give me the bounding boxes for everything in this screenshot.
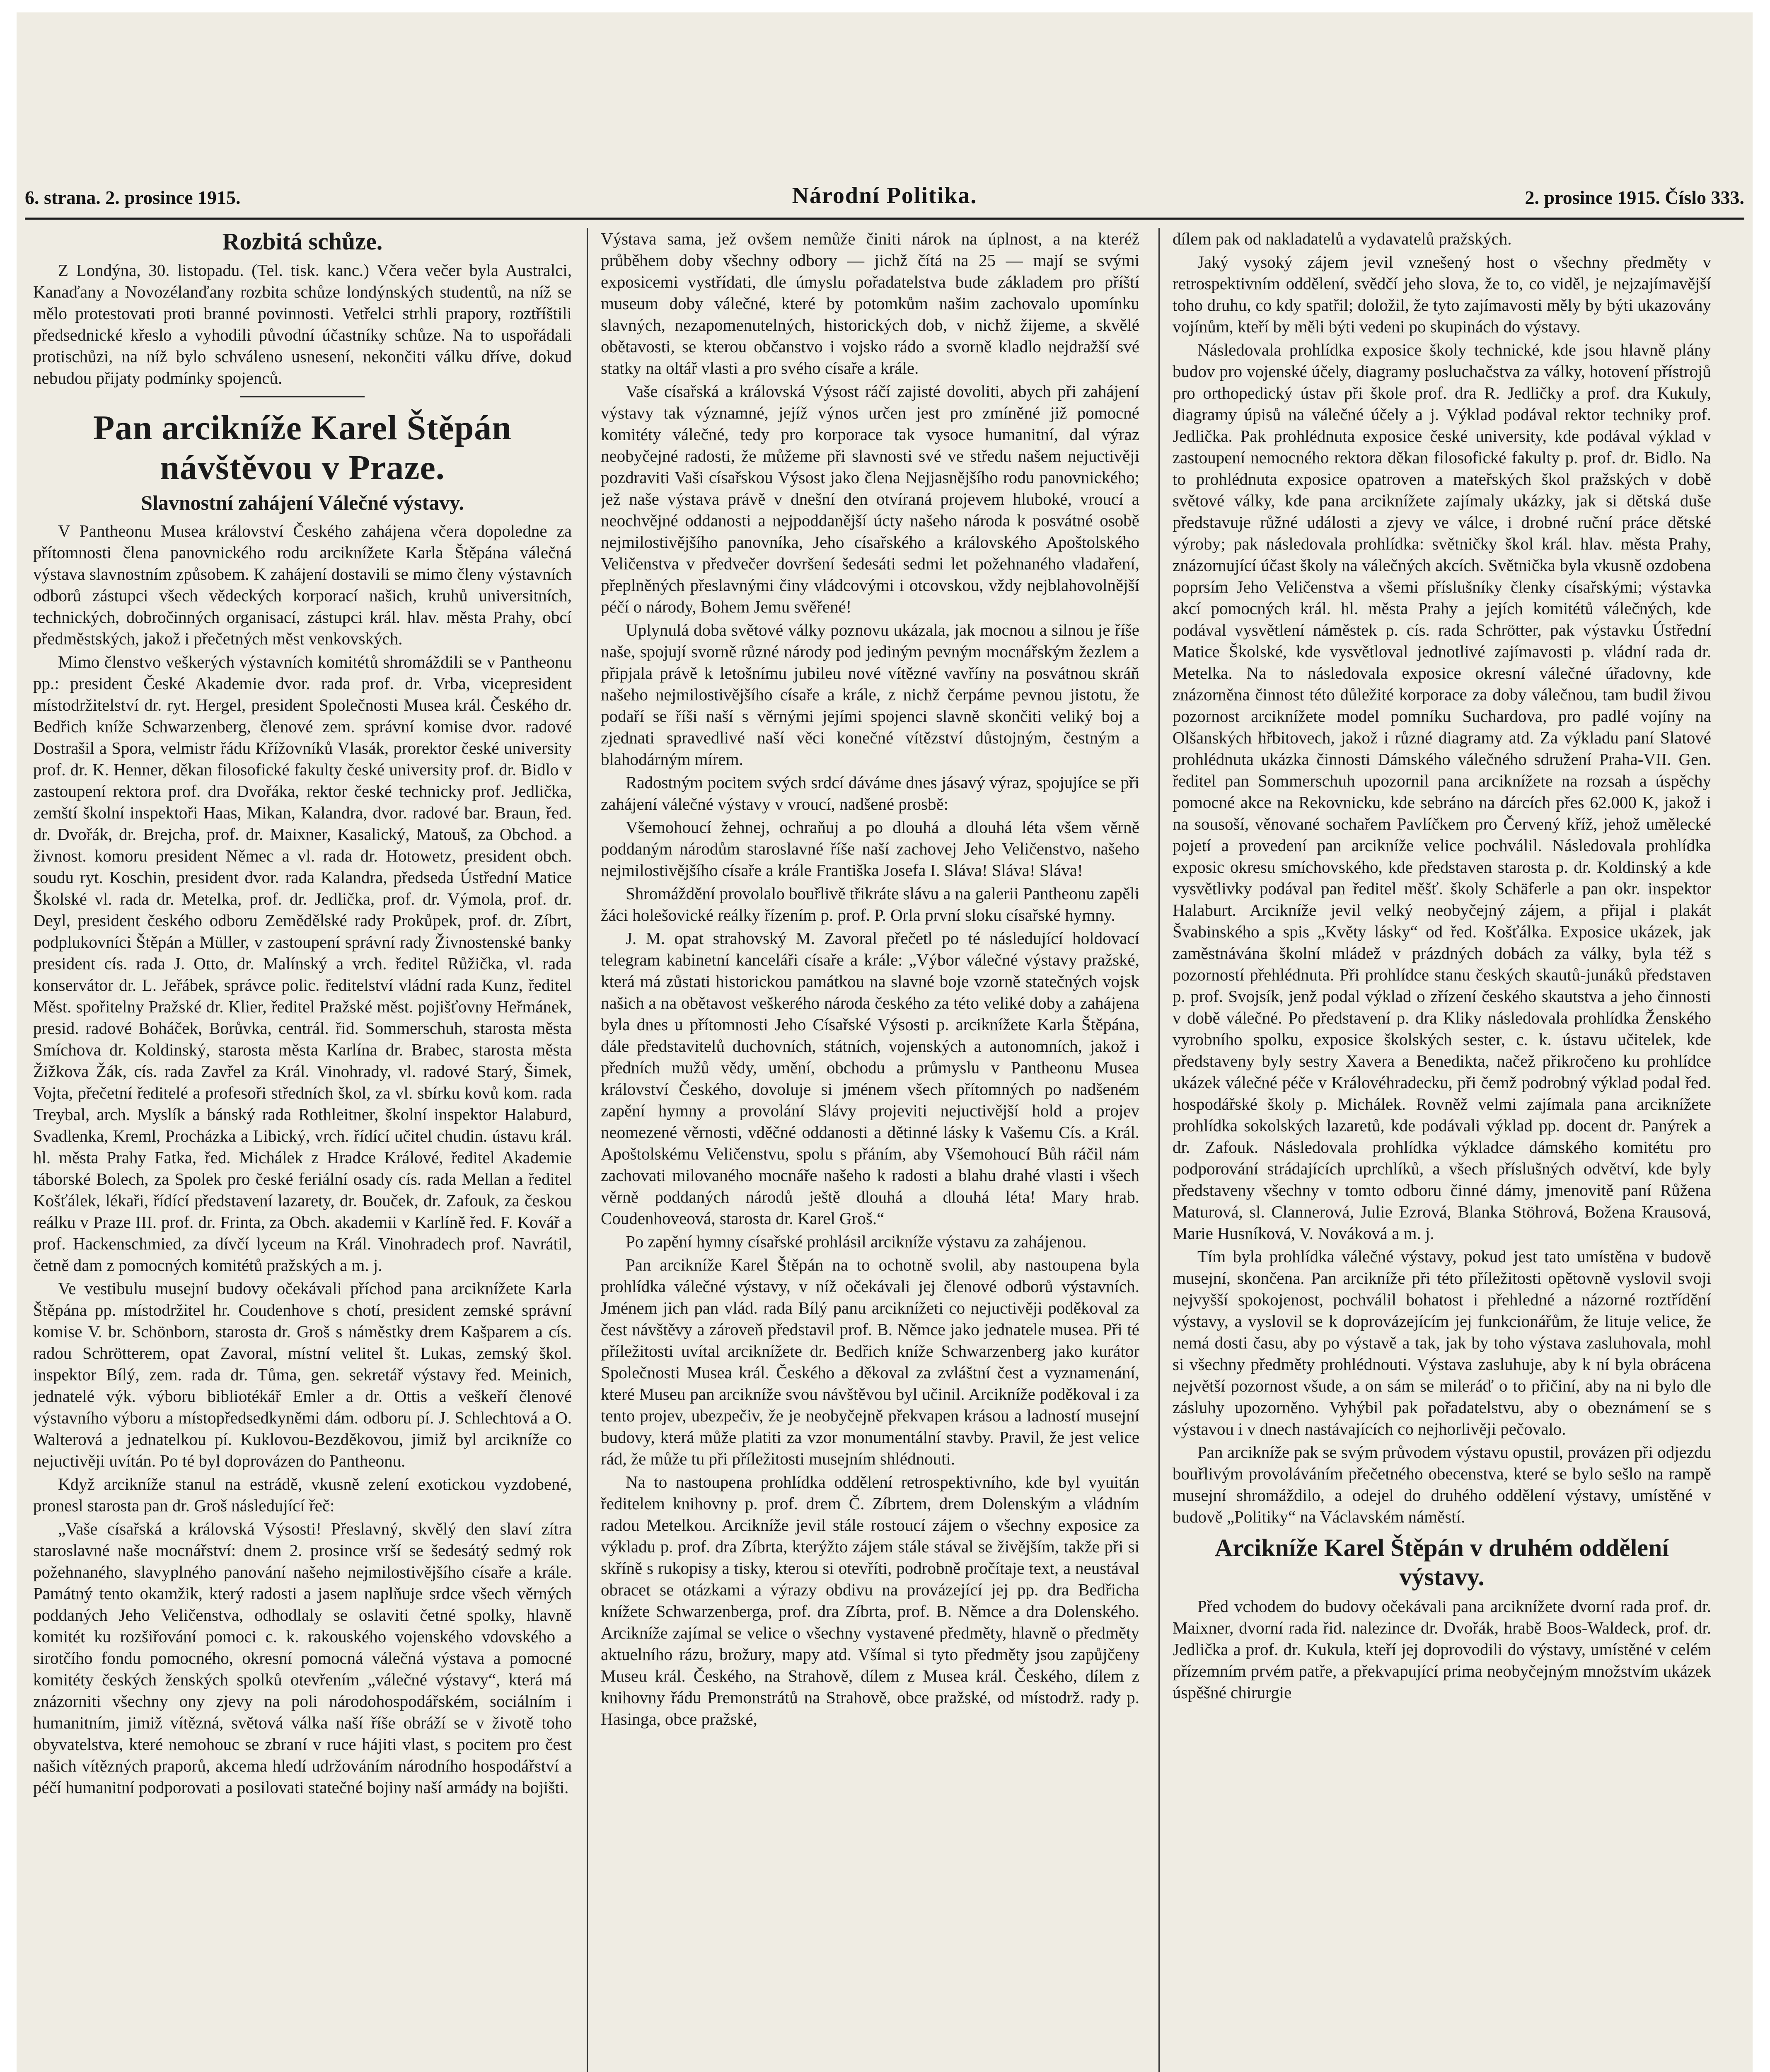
column-divider bbox=[1158, 228, 1160, 2072]
article-paragraph: Mimo členstvo veškerých výstavních komitétů shromáždili se v Pantheonu pp.: president České Akademie dvor. rada prof. dr. Vrba, vicepresident místodržitelství dr. ryt. Hergel, president Společnosti Musea král. Českého dr. Bedřich kníže Schwarzenberg, členové zem. správní komise dvor. radové Dostrašil a Spora, velmistr řádu Křížovníků Vlasák, prorektor české university prof. dr. K. Henner, děkan filosofické fakulty české university prof. dr. Bidlo v zastoupení rektora prof. dra Dvořáka, rektor české technicky prof. Jedlička, zemští školní inspektoři Haas, Mikan, Kalandra, dvor. radové bar. Braun, řed. dr. Dvořák, dr. Brejcha, prof. dr. Maixner, Kasalický, Matouš, za Obchod. a živnost. komoru president Němec a vl. rada dr. Hotowetz, president obch. soudu ryt. Koschin, president dvor. rada Kalandra, předseda Ústřední Matice Školské vl. rada dr. Metelka, prof. dr. Jedlička, prof. dr. Výmola, prof. dr. Deyl, president českého odboru Zemědělské rady Prokůpek, prof. dr. Zíbrt, podplukovníci Štěpán a Müller, v zastoupení správní rady Živnostenské banky president cís. rada J. Otto, dr. Malínský a vrch. ředitel Růžička, vl. rada konservátor dr. L. Jeřábek, správce polic. ředitelství vládní rada Kunz, ředitel Měst. spořitelny Pražské dr. Klier, ředitel Pražské měst. pojišťovny Heřmánek, presid. radové Boháček, Borůvka, centrál. řid. Sommerschuh, starosta města Smíchova dr. Koldinský, starosta města Karlína dr. Brabec, starosta města Žižkova Žák, cís. rada Zavřel za Král. Vinohrady, vl. radové Starý, Šimek, Vojta, přečetní ředitelé a profesoři středních škol, za vl. sbírku kovů kom. rada Treybal, arch. Myslík a bánský rada Rothleitner, školní inspektor Halaburd, Svadlenka, Kreml, Procházka a Libický, vrch. řídící učitel chudin. ústavu král. hl. města Prahy Fatka, řed. Michálek z Hradce Králové, ředitel Akademie táborské Bolech, za Spolek pro české feriální osady cís. rada Mellan a ředitel Košťálek, lékaři, řídící představení lazarety, dr. Bouček, dr. Zafouk, za českou reálku v Praze III. prof. dr. Frinta, za Obch. akademii v Karlíně řed. F. Kovář a prof. Hackenschmied, za dívčí lyceum na Král. Vinohradech prof. Navrátil, četně dam z pomocných komitétů pražských a m. j. bbox=[33, 652, 572, 1275]
article-paragraph: Z Londýna, 30. listopadu. (Tel. tisk. kanc.) Včera večer byla Australci, Kanaďany a Novozélanďany rozbita schůze londýnských studentů, na níž se mělo protestovati proti branné povinnosti. Vetřelci strhli prapory, roztříštili předsednické křeslo a vyhodili původní účastníky schůze. Na to uspořádali protischůzi, na níž bylo schváleno usnesení, nekončiti válku dříve, dokud nebudou přijaty podmínky spojenců. bbox=[33, 261, 572, 387]
headline-archduke-visit: Pan arcikníže Karel Štěpán návštěvou v Praze. bbox=[93, 409, 512, 487]
article-paragraph: Všemohoucí žehnej, ochraňuj a po dlouhá a dlouhá léta všem věrně poddaným národům staroslavné říše naší zachovej Jeho Veličenstvo, našeho nejmilostivějšího císaře a krále Františka Josefa I. Sláva! Sláva! Sláva! bbox=[601, 818, 1139, 880]
headline-second-section: Arcikníže Karel Štěpán v druhém oddělení výstavy. bbox=[1214, 1534, 1669, 1590]
article-paragraph: Uplynulá doba světové války poznovu ukázala, jak mocnou a silnou je říše naše, spojují svorně různé národy pod jediným pevným mocnářským žezlem a připjala právě k letošnímu jubileu nové vítězné vavříny na posvátnou skráň našeho nejmilostivějšího císaře a krále, z nichž čerpáme pevnou jistotu, že podaří se říši naší s věrnými jejími spojenci slavně skončiti veliký boj a zjednati spravedlivé naší věci konečné vítězství důstojným, čestným a blahodárným mírem. bbox=[601, 620, 1139, 769]
column-2 bbox=[601, 228, 1139, 2072]
page-date-left: 6. strana. 2. prosince 1915. bbox=[25, 187, 241, 208]
article-paragraph: Když arcikníže stanul na estrádě, vkusně zelení exotickou vyzdobené, pronesl starosta pan dr. Groš následující řeč: bbox=[33, 1474, 572, 1515]
column-divider bbox=[587, 228, 588, 2072]
article-paragraph: dílem pak od nakladatelů a vydavatelů pražských. bbox=[1173, 229, 1512, 248]
article-paragraph: Pan arcikníže pak se svým průvodem výstavu opustil, provázen při odjezdu bouřlivým provoláváním přečetného obecenstva, které se bylo sešlo na rampě musejní shromáždilo, a odejel do druhého oddělení výstavy, umístěné v budově „Politiky“ na Václavském náměstí. bbox=[1173, 1443, 1711, 1526]
article-paragraph: Shromáždění provolalo bouřlivě třikráte slávu a na galerii Pantheonu zapěli žáci holešovické reálky řízením p. prof. P. Orla první sloku císařské hymny. bbox=[601, 884, 1139, 925]
article-paragraph: Vaše císařská a královská Výsost ráčí zajisté dovoliti, abych při zahájení výstavy tak významné, jejíž výnos určen jest pro zmíněné již pomocné komitéty válečné, tedy pro korporace tak vysoce humanitní, dal výraz neobyčejné radosti, že můžeme při slavnosti své ve středu našem nejuctivěji pozdraviti Vaši císařskou Výsost jako člena Nejjasnějšího rodu panovnického; jež naše výstava právě v dnešní den otvíraná projevem hluboké, vroucí a neochvějné oddanosti a nejpoddanější úcty našeho národa k posvátné osobě nejmilostivějšího panovníka, Jeho císařského a královského Apoštolského Veličenstva v předvečer dovršení šedesáti sedmi let požehnaného vladaření, přeplněných přeslavnými činy vládcovými i otcovskou, vždy nejblahovolnější péčí o národy, Bohem Jemu svěřené! bbox=[601, 382, 1139, 616]
article-paragraph: J. M. opat strahovský M. Zavoral přečetl po té následující holdovací telegram kabinetní kanceláři císaře a krále: „Výbor válečné výstavy pražské, která má zůstati historickou památkou na slavné boje vzorně statečných vojsk našich a na obětavost veškerého národa českého za této veliké doby a zahájena byla dnes u přítomnosti Jeho Císařské Výsosti p. arciknížete Karla Štěpána, dále představitelů duchovních, státních, vojenských a autonomních, jakož i předních mužů vědy, umění, obchodu a průmyslu v Pantheonu Musea království Českého, dovoluje si jménem všech přítomných po nadšeném zapění hymny a provolání Slávy projeviti nejuctivější hold a projev neomezené věrnosti, vděčné oddanosti a dětinné lásky k Vašemu Cís. a Král. Apoštolskému Veličenstvu, spolu s přáním, aby Všemohoucí Bůh ráčil nám zachovati milovaného mocnáře našeho k radosti a blahu drahé vlasti i všech věrně poddaných národů ještě dlouhá a dlouhá léta! Mary hrab. Coudenhoveová, starosta dr. Karel Groš.“ bbox=[601, 929, 1139, 1228]
article-paragraph: Následovala prohlídka exposice školy technické, kde jsou hlavně plány budov pro vojenské účely, diagramy posluchačstva za války, hotovení přístrojů pro orthopedický ústav při škole prof. dra R. Jedličky a prof. dra Kukuly, diagramy úpisů na válečné účely a j. Výklad podával rektor techniky prof. Jedlička. Pak prohlédnuta exposice české university, kde podával výklad v zastoupení nemocného rektora děkan filosofické fakulty p. prof. dr. Bidlo. Na to prohlédnuta exposice opatroven a mateřských škol pražských v době světové války, kde pana arciknížete zajímaly ukázky, jak si dětská duše představuje růžné události a zjevy ve válce, i drobné ruční práce dětské výroby; pak následovala prohlídka: světničky škol král. hlav. města Prahy, znázornující účast školy na válečných akcích. Světnička byla vkusně ozdobena poprsím Jeho Veličenstva a všemi příslušníky členky císařskými; výstavka akcí pomocných král. hl. města Prahy a jejích komitétů válečných, kde podával vysvětlení náměstek p. cís. rada Schrötter, pak výstavku Ústřední Matice Školské, kde vysvětloval jednotlivé zajímavosti p. vládní rada dr. Metelka. Na to následovala exposice okresní válečné úřadovny, kde znázorněna činnost této důležité korporace za doby válečnou, tam budil živou pozornost arciknížete model pomníku Suchardova, pro padlé vojíny na Olšanských hřbitovech, jakož i různé diagramy atd. Za výkladu paní Slatové prohlédnuta ukázka činnosti Dámského válečného sdružení Praha-VII. Gen. ředitel pan Sommerschuh upozornil pana arciknížete na rozsah a úspěchy pomocné akce na Rekovnicku, kde sebráno na dárcích přes 62.000 K, jakož i na sousoší, věnované sochařem Pavlíčkem pro Červený kříž, jehož umělecké pojetí a provedení pan arcikníže velice pochválil. Následovala prohlídka exposic okresu smíchovského, kde představen starosta p. dr. Koldinský a kde vysvětlivky podával pan ředitel měšť. školy Schäferle a pan okr. inspektor Halaburt. Arcikníže jevil velký neobyčejný zájem, a přijal i plakát Švabinského a spis „Květy lásky“ od řed. Košťálka. Exposice ukázek, jak zaměstnávána školní mládež v prázdných dobách za války, byla též s pozorností přehlédnuta. Při prohlídce stanu českých skautů-junáků představen p. prof. Svojsík, jenž podal výklad o zřízení českého skautstva a jeho činnosti v době válečné. Po představení p. dra Kliky následovala prohlídka Ženského vyrobního spolku, exposice školských sester, c. k. ústavu učitelek, kde představeny byly sestry Xavera a Benedikta, načež přikročeno ku prohlídce ukázek válečné péče v Královéhradecku, při čemž podrobný výklad podal řed. hospodářské školy p. Michálek. Rovněž velmi zajímala pana arciknížete prohlídka sokolských lazaretů, kde podávali výklad pp. docent dr. Panýrek a dr. Zafouk. Následovala prohlídka výkladce dámského komitétu pro podporování strádajících uprchlíků, a všech příslušných odvětví, kde byly představeny všechny v tomto odboru činné dámy, jmenovitě paní Růžena Maturová, sl. Clannerová, Julie Ezrová, Blanka Stöhrová, Božena Krausová, Marie Husníková, V. Nováková a m. j. bbox=[1173, 340, 1711, 1243]
masthead bbox=[25, 182, 1744, 215]
article-paragraph: V Pantheonu Musea království Českého zahájena včera dopoledne za přítomnosti člena panovnického rodu arciknížete Karla Štěpána válečná výstava slavnostním způsobem. K zahájení dostavili se mimo členy výstavních odborů zástupci všech vědeckých korporací našich, kruhů universitních, technických, dobročinných organisací, zástupci král. hlav. města Prahy, obcí předměstských, jakož i přečetných měst venkovských. bbox=[33, 521, 572, 648]
column-1 bbox=[33, 228, 572, 2072]
newspaper-page bbox=[17, 12, 1753, 2072]
article-paragraph: Na to nastoupena prohlídka oddělení retrospektivního, kde byl vyuitán ředitelem knihovny p. prof. drem Č. Zíbrtem, drem Dolenským a vládním radou Metelkou. Arcikníže jevil stále rostoucí zájem o všechny exposice za výkladu p. prof. dra Zíbrta, kterýžto zájem stále stával se živějším, takže při si skříně s rukopisy a tisky, kterou si otevříti, podrobně pročítaje text, a neustával obracet se otázkami a výrazy obdivu na provázející jej pp. dra Bedřicha knížete Schwarzenberga, prof. dra Zíbrta, prof. B. Němce a dra Dolenského. Arcikníže zajímal se velice o všechny vystavené předměty, hlavně o předměty aktuelního rázu, brožury, mapy atd. Všímal si tyto předměty jsou zapůjčeny Museu král. Českého, na Strahově, dílem z Musea král. Českého, dílem z knihovny řádu Premonstrátů na Strahově, obce pražské, od místodrž. rady p. Hasinga, obce pražské, bbox=[601, 1472, 1139, 1728]
article-paragraph: Radostným pocitem svých srdcí dáváme dnes jásavý výraz, spojujíce se při zahájení válečné výstavy v vroucí, nadšené prosbě: bbox=[601, 773, 1139, 813]
newspaper-title: Národní Politika. bbox=[792, 183, 977, 208]
article-paragraph: Jaký vysoký zájem jevil vznešený host o všechny předměty v retrospektivním oddělení, svědčí jeho slova, že to, co viděl, je nejzajímavější toho druhu, co kdy spatřil; doložil, že tyto zajímavosti měly by býti ukazovány vojínům, kteří by měli býti vedeni po skupinách do výstavy. bbox=[1173, 252, 1711, 336]
article-paragraph: Ve vestibulu musejní budovy očekávali příchod pana arciknížete Karla Štěpána pp. místodržitel hr. Coudenhove s chotí, president zemské správní komise V. br. Schönborn, starosta dr. Groš s náměstky drem Kašparem a cís. radou Schrötterem, opat Zavoral, místní velitel št. Lukas, zemský škol. inspektor Bílý, zem. rada dr. Tůma, gen. sekretář výstavy řed. Meinich, jednatelé výk. výboru bibliotékář Emler a dr. Ottis a veškeří členové výstavního výboru a místopředsedkyněmi dám. odboru pí. J. Schlechtová a O. Walterová a jednatelkou pí. Kuklovou-Bezděkovou, jimiž byl arcikníže co nejuctivěji uvítán. Po té byl doprovázen do Pantheonu. bbox=[33, 1279, 572, 1470]
article-paragraph: Tím byla prohlídka válečné výstavy, pokud jest tato umístěna v budově musejní, skončena. Pan arcikníže při této příležitosti opětovně vyslovil svoji nejvyšší spokojenost, pochválil bohatost i přehledné a názorné roztřídění výstavy, a vyslovil se k doprovázejícím jej funkcionářům, že lituje velice, že nemá dosti času, aby po výstavě a tak, jak by toho výstava zasluhovala, mohl si všechny předměty prohlédnouti. Výstava zasluhuje, aby k ní byla obrácena největší pozornost všude, a on sám se mileráď o to přičiní, aby na ni bylo dle zásluhy upozorněno. Vyhýbil pak pořadatelstvu, aby o obeznámení se s výstavou i v dnech nastávajících co nejhorlivěji pečovalo. bbox=[1173, 1247, 1711, 1438]
subheadline: Slavnostní zahájení Válečné výstavy. bbox=[141, 491, 464, 514]
headline-broken-meeting: Rozbitá schůze. bbox=[222, 228, 383, 255]
article-paragraph: Před vchodem do budovy očekávali pana arciknížete dvorní rada prof. dr. Maixner, dvorní rada řid. nalezince dr. Dvořák, hrabě Boos-Waldeck, prof. dr. Jedlička a prof. dr. Kukula, kteří jej doprovodili do výstavy, umístěné v celém přízemním prvém patře, a překvapující prima neobyčejným množstvím ukázek úspěšné chirurgie bbox=[1173, 1597, 1711, 1702]
column-3 bbox=[1173, 228, 1711, 2072]
article-paragraph: Po zapění hymny císařské prohlásil arcikníže výstavu za zahájenou. bbox=[626, 1232, 1087, 1251]
article-paragraph: Pan arcikníže Karel Štěpán na to ochotně svolil, aby nastoupena byla prohlídka válečné výstavy, v níž očekávali jej členové odborů výstavních. Jménem jich pan vlád. rada Bílý panu arciknížeti co nejuctivěji poděkoval za čest návštěvy a zároveň představil prof. B. Němce jako jednatele musea. Při té příležitosti uvítal arciknížete dr. Bedřich kníže Schwarzenberg jako kurátor Společnosti Musea král. Českého a děkoval za zvláštní čest a vyznamenání, které Museu pan arcikníže svou návštěvou byl učinil. Arcikníže poděkoval i za tento projev, ubezpečiv, že je neobyčejně překvapen krásou a ladností musejní budovy, která může platiti za vzor monumentální stavby. Pravil, že jest velice rád, že může tu při příležitosti musejním shlédnouti. bbox=[601, 1255, 1139, 1468]
issue-number: 2. prosince 1915. Číslo 333. bbox=[1525, 187, 1744, 208]
header-rule bbox=[25, 218, 1744, 220]
article-paragraph: „Vaše císařská a královská Výsosti! Přeslavný, skvělý den slaví zítra staroslavné naše mocnářství: dnem 2. prosince vrší se šedesátý sedmý rok požehnaného, slavyplného panování našeho nejmilostivějšího císaře a krále. Památný tento okamžik, který radosti a jasem naplňuje srdce všech věrných poddaných Jeho Veličenstva, odhodlaly se oslaviti četné spolky, hlavně komitét ku rozšiřování pomoci c. k. rakouského vojenského vdovského a sirotčího fondu pomocného, okresní pomocná válečná výstava a pomocné komitéty českých ženských spolků otevřením „válečné výstavy“, která má znázorniti všechny ony zjevy na poli národohospodářském, sociálním i humanitním, jimiž vítězná, světová válka naší říše obráží se v životě toho obyvatelstva, které nemohouc se zbraní v ruce hájiti vlast, s pocitem pro čest našich vítězných praporů, akcema hledí udržováním národního hospodářství a péčí humanitní podporovati a posilovati statečné bojiny naší armády na bojišti. bbox=[33, 1519, 572, 1797]
article-paragraph: Výstava sama, jež ovšem nemůže činiti nárok na úplnost, a na kteréž průběhem doby všechny odbory — jichž čítá na 25 — mají se svými exposicemi vystřídati, dle úmyslu pořadatelstva bude základem pro příští museum doby válečné, které by potomkům našim zachovalo upomínku slavných, nezapomenutelných, historických dob, v nichž žijeme, a skvělé obětavosti, se kterou občanstvo i vojsko rádo a svorně kladlo nejdražší své statky na oltář vlasti a pro svého císaře a krále. bbox=[601, 229, 1139, 378]
separator bbox=[240, 396, 365, 397]
